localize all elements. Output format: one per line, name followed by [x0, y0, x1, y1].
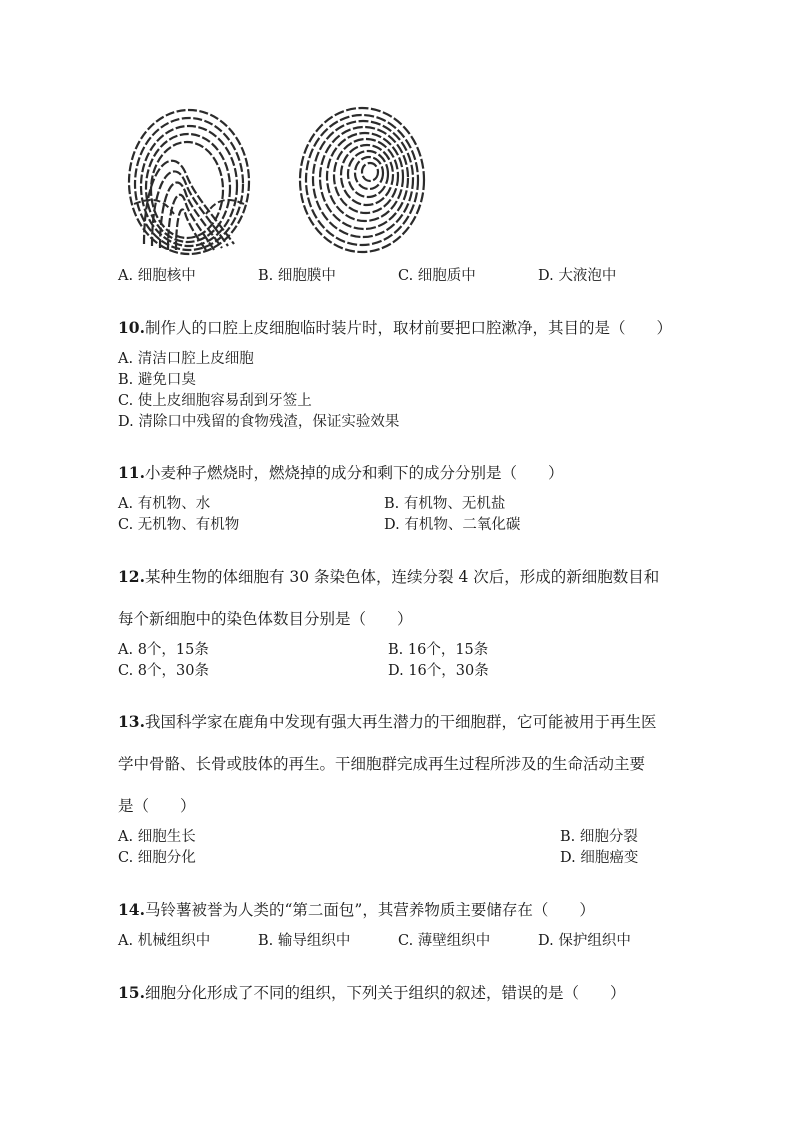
q14-option-a[interactable]: A. 机械组织中: [118, 933, 211, 949]
q12-number: 12.: [118, 567, 145, 586]
q13-option-a[interactable]: A. 细胞生长: [118, 829, 196, 845]
q12-stem-line1: [118, 565, 659, 587]
q10-option-d[interactable]: D. 清除口中残留的食物残渣，保证实验效果: [118, 414, 400, 430]
fingerprint-whorl-image: [296, 104, 428, 256]
q9-option-c[interactable]: C. 细胞质中: [398, 268, 476, 284]
q12-stem-text-1: 某种生物的体细胞有 30 条染色体，连续分裂 4 次后，形成的新细胞数目和: [144, 568, 660, 586]
q11-stem-text: 小麦种子燃烧时，燃烧掉的成分和剩下的成分分别是（ ）: [144, 464, 564, 482]
q13-stem-text-1: 我国科学家在鹿角中发现有强大再生潜力的干细胞群，它可能被用于再生医: [144, 713, 657, 731]
q10-option-a[interactable]: A. 清洁口腔上皮细胞: [118, 351, 254, 367]
q13-stem-line1: [118, 710, 656, 732]
q11-option-a[interactable]: A. 有机物、水: [118, 496, 211, 512]
fingerprint-loop-image: [124, 104, 254, 256]
q14-option-d[interactable]: D. 保护组织中: [538, 933, 631, 949]
q14-option-b[interactable]: B. 输导组织中: [258, 933, 351, 949]
q13-option-c[interactable]: C. 细胞分化: [118, 850, 196, 866]
q13-stem-line2: 学中骨骼、长骨或肢体的再生。干细胞群完成再生过程所涉及的生命活动主要: [118, 755, 646, 773]
q13-option-d[interactable]: D. 细胞癌变: [560, 850, 639, 866]
q9-option-d[interactable]: D. 大液泡中: [538, 268, 617, 284]
q15-stem: [118, 981, 625, 1003]
q11-option-d[interactable]: D. 有机物、二氧化碳: [384, 517, 521, 533]
q11-option-b[interactable]: B. 有机物、无机盐: [384, 496, 506, 512]
q13-stem-line3: 是（ ）: [118, 797, 196, 815]
q11-number: 11.: [118, 463, 145, 482]
q10-option-b[interactable]: B. 避免口臭: [118, 372, 196, 388]
q13-option-b[interactable]: B. 细胞分裂: [560, 829, 638, 845]
q14-option-c[interactable]: C. 薄壁组织中: [398, 933, 491, 949]
q11-stem: [118, 461, 563, 483]
q9-option-a[interactable]: A. 细胞核中: [118, 268, 196, 284]
q11-option-c[interactable]: C. 无机物、有机物: [118, 517, 240, 533]
q12-option-c[interactable]: C. 8个，30条: [118, 663, 209, 679]
q13-number: 13.: [118, 712, 145, 731]
q10-stem: [118, 316, 672, 338]
q10-option-c[interactable]: C. 使上皮细胞容易刮到牙签上: [118, 393, 312, 409]
q12-stem-line2: 每个新细胞中的染色体数目分别是（ ）: [118, 610, 413, 628]
q14-number: 14.: [118, 900, 145, 919]
q10-stem-text: 制作人的口腔上皮细胞临时装片时，取材前要把口腔漱净，其目的是（ ）: [144, 319, 672, 337]
q12-option-a[interactable]: A. 8个，15条: [118, 642, 209, 658]
q10-number: 10.: [118, 318, 145, 337]
q15-stem-text: 细胞分化形成了不同的组织，下列关于组织的叙述，错误的是（ ）: [144, 984, 626, 1002]
q15-number: 15.: [118, 983, 145, 1002]
q12-option-d[interactable]: D. 16个，30条: [388, 663, 489, 679]
q12-option-b[interactable]: B. 16个，15条: [388, 642, 489, 658]
q9-option-b[interactable]: B. 细胞膜中: [258, 268, 336, 284]
q14-stem-text: 马铃薯被誉为人类的“第二面包”，其营养物质主要储存在（ ）: [144, 901, 595, 919]
q14-stem: [118, 898, 595, 920]
